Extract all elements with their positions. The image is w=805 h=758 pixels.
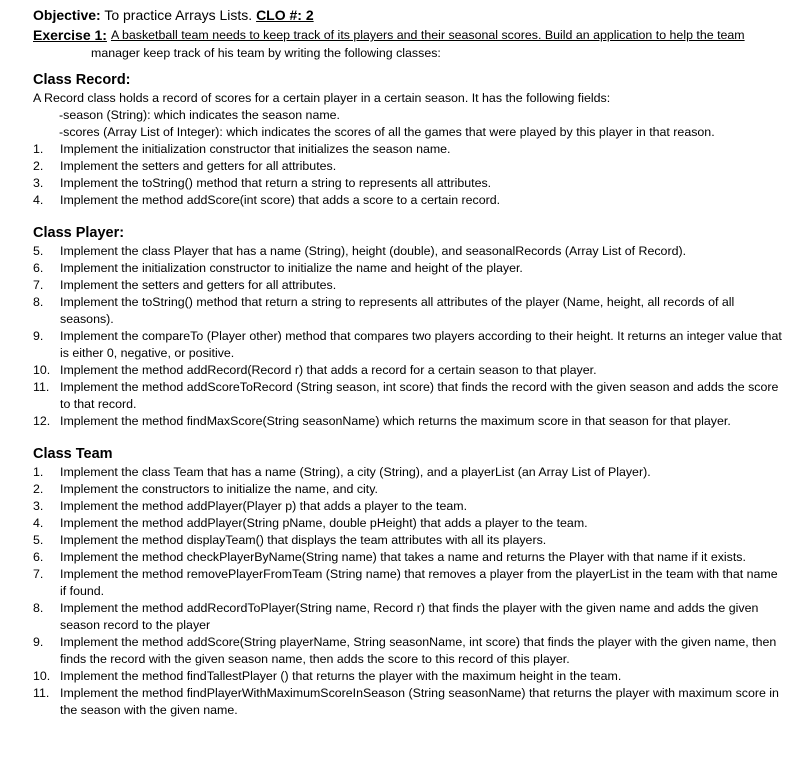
item-text: Implement the class Team that has a name (String), a city (String), and a playerList (an Array List of Player). <box>60 465 651 479</box>
item-number: 5. <box>33 244 44 258</box>
clo-label: CLO #: 2 <box>256 7 314 23</box>
class-player-heading: Class Player: <box>33 225 125 241</box>
list-item <box>33 328 793 362</box>
item-number: 1. <box>33 465 44 479</box>
exercise-text: A basketball team needs to keep track of its players and their seasonal scores. Build an application to help the team <box>110 28 745 42</box>
item-number: 9. <box>33 635 44 649</box>
item-number: 1. <box>33 142 44 156</box>
item-text: Implement the initialization constructor that initializes the season name. <box>60 142 451 156</box>
item-text: Implement the method addPlayer(String pName, double pHeight) that adds a player to the team. <box>60 516 588 530</box>
record-field-season: -season (String): which indicates the season name. <box>59 108 340 122</box>
list-item <box>33 668 793 685</box>
list-item <box>33 277 793 294</box>
item-text: Implement the method addScore(String playerName, String seasonName, int score) that finds the player with the given name, then finds the record with the given season name, then adds the score to this record of this player. <box>60 635 777 666</box>
item-text: Implement the method findMaxScore(String seasonName) which returns the maximum score in that season for that player. <box>60 414 731 428</box>
list-item <box>33 243 793 260</box>
item-number: 4. <box>33 193 44 207</box>
item-text: Implement the toString() method that return a string to represents all attributes of the player (Name, height, all records of all seasons). <box>60 295 735 326</box>
list-item <box>33 515 793 532</box>
list-item <box>33 413 793 430</box>
list-item <box>33 566 793 600</box>
item-number: 3. <box>33 499 44 513</box>
list-item <box>33 634 793 668</box>
list-item <box>33 294 793 328</box>
item-text: Implement the compareTo (Player other) method that compares two players according to their height. It returns an integer value that is either 0, negative, or positive. <box>60 329 782 360</box>
team-task-list <box>33 464 793 719</box>
item-number: 5. <box>33 533 44 547</box>
item-text: Implement the initialization constructor to initialize the name and height of the player. <box>60 261 523 275</box>
list-item <box>33 260 793 277</box>
item-number: 7. <box>33 278 44 292</box>
item-text: Implement the class Player that has a name (String), height (double), and seasonalRecords (Array List of Record). <box>60 244 687 258</box>
list-item <box>33 685 793 719</box>
item-number: 4. <box>33 516 44 530</box>
list-item <box>33 498 793 515</box>
item-text: Implement the toString() method that return a string to represents all attributes. <box>60 176 492 190</box>
class-record-heading: Class Record: <box>33 72 131 88</box>
item-text: Implement the method addRecordToPlayer(String name, Record r) that finds the player with the given name and adds the given season record to the player <box>60 601 759 632</box>
list-item <box>33 192 793 209</box>
class-team-heading: Class Team <box>33 446 113 462</box>
item-text: Implement the method addScoreToRecord (String season, int score) that finds the record with the given season and adds the score to that record. <box>60 380 779 411</box>
item-number: 11. <box>33 380 50 394</box>
objective-text: To practice Arrays Lists. <box>100 7 257 23</box>
item-number: 12. <box>33 414 51 428</box>
item-number: 3. <box>33 176 44 190</box>
item-text: Implement the method checkPlayerByName(String name) that takes a name and returns the Player with that name if it exists. <box>60 550 746 564</box>
item-text: Implement the setters and getters for all attributes. <box>60 159 337 173</box>
item-text: Implement the method addRecord(Record r) that adds a record for a certain season to that player. <box>60 363 597 377</box>
record-intro: A Record class holds a record of scores for a certain player in a certain season. It has the following fields: <box>33 91 611 105</box>
item-number: 6. <box>33 261 44 275</box>
item-number: 10. <box>33 363 51 377</box>
item-text: Implement the method findPlayerWithMaximumScoreInSeason (String seasonName) that returns the player with maximum score in the season with the given name. <box>60 686 779 717</box>
objective-label: Objective: <box>33 7 101 23</box>
objective-line <box>33 6 793 25</box>
item-text: Implement the constructors to initialize the name, and city. <box>60 482 378 496</box>
exercise-line <box>33 26 793 45</box>
record-task-list <box>33 141 793 209</box>
exercise-text-continued: manager keep track of his team by writing the following classes: <box>91 46 441 60</box>
item-number: 9. <box>33 329 44 343</box>
item-text: Implement the method removePlayerFromTeam (String name) that removes a player from the playerList in the team with that name if found. <box>60 567 778 598</box>
item-text: Implement the method addPlayer(Player p) that adds a player to the team. <box>60 499 468 513</box>
list-item <box>33 600 793 634</box>
item-number: 11. <box>33 686 50 700</box>
item-text: Implement the setters and getters for all attributes. <box>60 278 337 292</box>
item-number: 2. <box>33 159 44 173</box>
list-item <box>33 158 793 175</box>
exercise-label: Exercise 1: <box>33 27 107 43</box>
item-text: Implement the method findTallestPlayer () that returns the player with the maximum height in the team. <box>60 669 622 683</box>
list-item <box>33 464 793 481</box>
item-number: 6. <box>33 550 44 564</box>
list-item <box>33 532 793 549</box>
list-item <box>33 379 793 413</box>
list-item <box>33 549 793 566</box>
item-number: 10. <box>33 669 51 683</box>
list-item <box>33 481 793 498</box>
list-item <box>33 362 793 379</box>
item-text: Implement the method addScore(int score) that adds a score to a certain record. <box>60 193 501 207</box>
player-task-list <box>33 243 793 430</box>
item-number: 2. <box>33 482 44 496</box>
item-text: Implement the method displayTeam() that displays the team attributes with all its players. <box>60 533 547 547</box>
list-item <box>33 175 793 192</box>
record-field-scores: -scores (Array List of Integer): which indicates the scores of all the games that were played by this player in that reason. <box>59 125 715 139</box>
item-number: 8. <box>33 601 44 615</box>
item-number: 8. <box>33 295 44 309</box>
item-number: 7. <box>33 567 44 581</box>
list-item <box>33 141 793 158</box>
